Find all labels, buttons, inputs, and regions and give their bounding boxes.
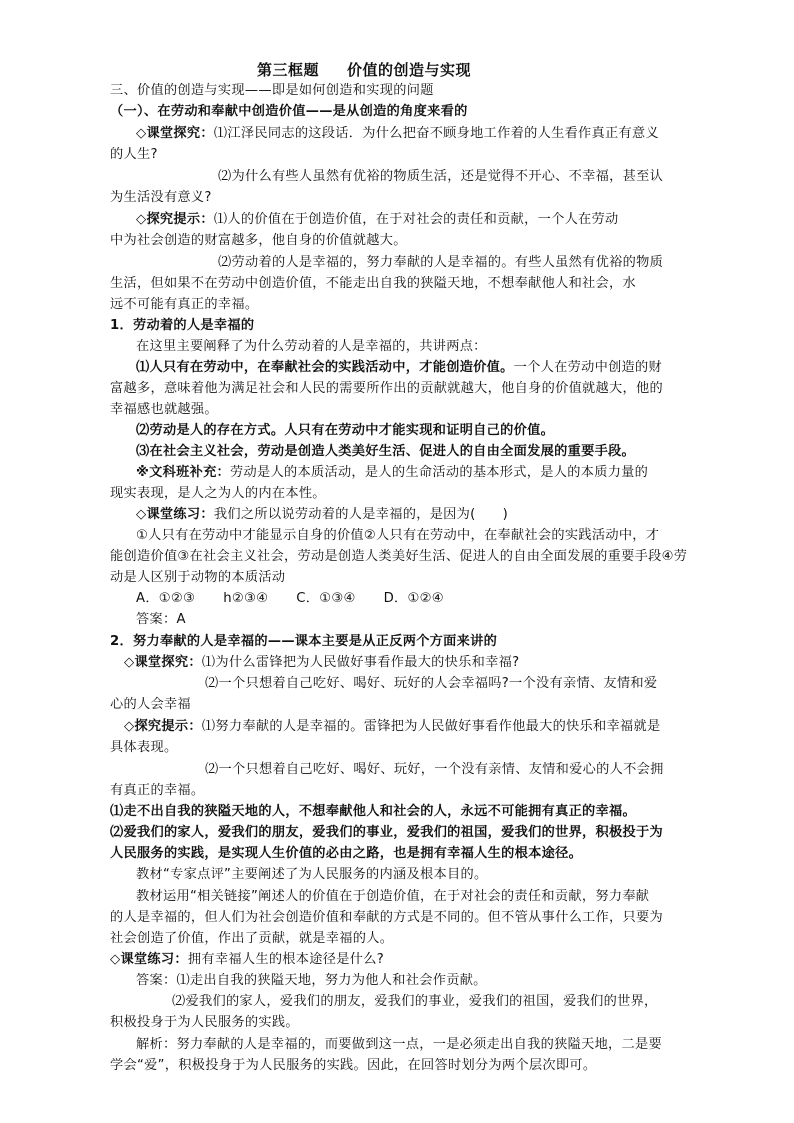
hint-4-cont: 有真正的幸福。 (110, 783, 205, 798)
inquiry-question-1 (136, 124, 659, 144)
hint-4: ⑵一个只想着自己吃好、喝好、玩好，一个没有亲情、友情和爱心的人不会拥 (205, 762, 664, 777)
title-part-b: 价值的创造与实现 (347, 61, 472, 79)
textbook-note-2-cont-2: 社会创造了价值，作出了贡献，就是幸福的人。 (110, 931, 394, 946)
choice-d: D．①②④ (383, 591, 444, 606)
hint-1-cont: 中为社会创造的财富越多，他自身的价值就越大。 (110, 233, 407, 248)
inquiry-question-3 (124, 653, 519, 673)
bold-point-1: ⑴走不出自我的狭隘天地的人，不想奉献他人和社会的人，永远不可能拥有真正的幸福。 (110, 804, 637, 819)
exercise-1-answer: 答案：A (136, 612, 186, 627)
text: 拥有幸福人生的根本途径是什么? (187, 952, 385, 967)
exercise-1-options-2: 能创造价值③在社会主义社会，劳动是创造人类美好生活、促进人的自由全面发展的重要手段④劳 (110, 549, 688, 564)
hint-1 (136, 210, 619, 230)
text: ⑴努力奉献的人是幸福的。雷锋把为人民做好事看作他最大的快乐和幸福就是 (201, 719, 661, 734)
point-1-1-cont-1: 富越多，意味着他为满足社会和人民的需要所作出的贡献就越大，他自身的价值就越大，他的 (110, 381, 663, 396)
point-1-intro: 在这里主要阐释了为什么劳动着的人是幸福的，共讲两点： (136, 339, 487, 354)
textbook-note-1: 教材“专家点评”主要阐述了为人民服务的内涵及根本目的。 (136, 867, 488, 882)
point-2-heading: 2．努力奉献的人是幸福的——课本主要是从正反两个方面来讲的 (110, 634, 498, 649)
page-title (257, 60, 471, 80)
label-hint: ◇探究提示： (124, 719, 202, 734)
text: ⑴江泽民同志的这段话．为什么把奋不顾身地工作着的人生看作真正有意义 (213, 126, 659, 141)
exercise-2-answer-1: 答案：⑴走出自我的狭隘天地，努力为他人和社会作贡献。 (136, 973, 487, 988)
inquiry-question-1-cont: 的人生? (110, 147, 158, 162)
inquiry-question-4: ⑵一个只想着自己吃好、喝好、玩好的人会幸福吗?一个没有亲情、友情和爱 (205, 676, 658, 691)
bold-text: ⑴人只有在劳动中，在奉献社会的实践活动中，才能创造价值。 (136, 360, 514, 375)
label-inquiry: ◇课堂探究： (136, 126, 214, 141)
text: ⑴为什么雷锋把为人民做好事看作最大的快乐和幸福? (201, 655, 520, 670)
hint-3-cont: 具体表现。 (110, 740, 178, 755)
exercise-2-answer-2-cont: 积极投身于为人民服务的实践。 (110, 1015, 299, 1030)
label-supplement: ※文科班补充： (136, 465, 231, 480)
point-1-3: ⑶在社会主义社会，劳动是创造人类美好生活、促进人的自由全面发展的重要手段。 (136, 444, 636, 459)
exercise-1-options-3: 动是人区别于动物的本质活动 (110, 570, 286, 585)
subsection-heading: （一）、在劳动和奉献中创造价值——是从创造的角度来看的 (110, 104, 468, 119)
inquiry-question-4-cont: 心的人会幸福 (110, 697, 191, 712)
inquiry-question-2-cont: 为生活没有意义? (110, 190, 212, 205)
textbook-note-2-cont-1: 的人是幸福的，但人们为社会创造价值和奉献的方式是不同的。但不管从事什么工作，只要为 (110, 910, 663, 925)
exercise-1-choices (136, 589, 444, 609)
bold-point-2: ⑵爱我们的家人，爱我们的朋友，爱我们的事业，爱我们的祖国，爱我们的世界，积极投于为 (110, 825, 663, 840)
exercise-1-question (136, 505, 508, 525)
label-exercise: ◇课堂练习： (110, 952, 188, 967)
exercise-2-question (110, 950, 384, 970)
hint-2-cont-1: 生活，但如果不在劳动中创造价值，不能走出自我的狭隘天地，不想奉献他人和社会，水 (110, 276, 637, 291)
section-heading: 三、价值的创造与实现——即是如何创造和实现的问题 (110, 83, 434, 98)
label-inquiry: ◇课堂探究： (124, 655, 202, 670)
inquiry-question-2: ⑵为什么有些人虽然有优裕的物质生活，还是觉得不开心、不幸福，甚至认 (218, 169, 664, 184)
text: 劳动是人的本质活动，是人的生命活动的基本形式，是人的本质力量的 (230, 465, 649, 480)
analysis-cont: 学会“爱”，积极投身于为人民服务的实践。因此，在回答时划分为两个层次即可。 (110, 1058, 597, 1073)
point-1-heading: 1．劳动着的人是幸福的 (110, 318, 255, 333)
supplement (136, 463, 648, 483)
hint-2-cont-2: 远不可能有真正的幸福。 (110, 297, 259, 312)
point-1-1 (136, 358, 662, 378)
label-exercise: ◇课堂练习： (136, 507, 214, 522)
text: ⑴人的价值在于创造价值，在于对社会的责任和贡献，一个人在劳动 (213, 212, 619, 227)
exercise-2-answer-2: ⑵爱我们的家人，爱我们的朋友，爱我们的事业，爱我们的祖国，爱我们的世界， (172, 994, 658, 1009)
bold-point-2-cont: 人民服务的实践，是实现人生价值的必由之路，也是拥有幸福人生的根本途径。 (110, 846, 583, 861)
point-1-2: ⑵劳动是人的存在方式。人只有在劳动中才能实现和证明自己的价值。 (136, 423, 555, 438)
exercise-1-options-1: ①人只有在劳动中才能显示自身的价值②人只有在劳动中，在奉献社会的实践活动中，才 (136, 528, 660, 543)
analysis: 解析：努力奉献的人是幸福的，而要做到这一点，一是必须走出自我的狭隘天地，二是要 (136, 1037, 663, 1052)
hint-3 (124, 717, 660, 737)
label-hint: ◇探究提示： (136, 212, 214, 227)
title-part-a: 第三框题 (257, 61, 320, 79)
hint-2: ⑵劳动着的人是幸福的，努力奉献的人是幸福的。有些人虽然有优裕的物质 (218, 255, 664, 270)
choice-b: h②③④ (223, 591, 269, 606)
text: 一个人在劳动中创造的财 (513, 360, 663, 375)
choice-c: C．①③④ (296, 591, 356, 606)
point-1-1-cont-2: 幸福感也就越强。 (110, 402, 218, 417)
textbook-note-2: 教材运用“相关链接”阐述人的价值在于创造价值，在于对社会的责任和贡献，努力奉献 (136, 889, 650, 904)
text: 我们之所以说劳动着的人是幸福的，是因为( ) (213, 507, 509, 522)
supplement-cont: 现实表现，是人之为人的内在本性。 (110, 486, 326, 501)
choice-a: A．①②③ (136, 591, 196, 606)
